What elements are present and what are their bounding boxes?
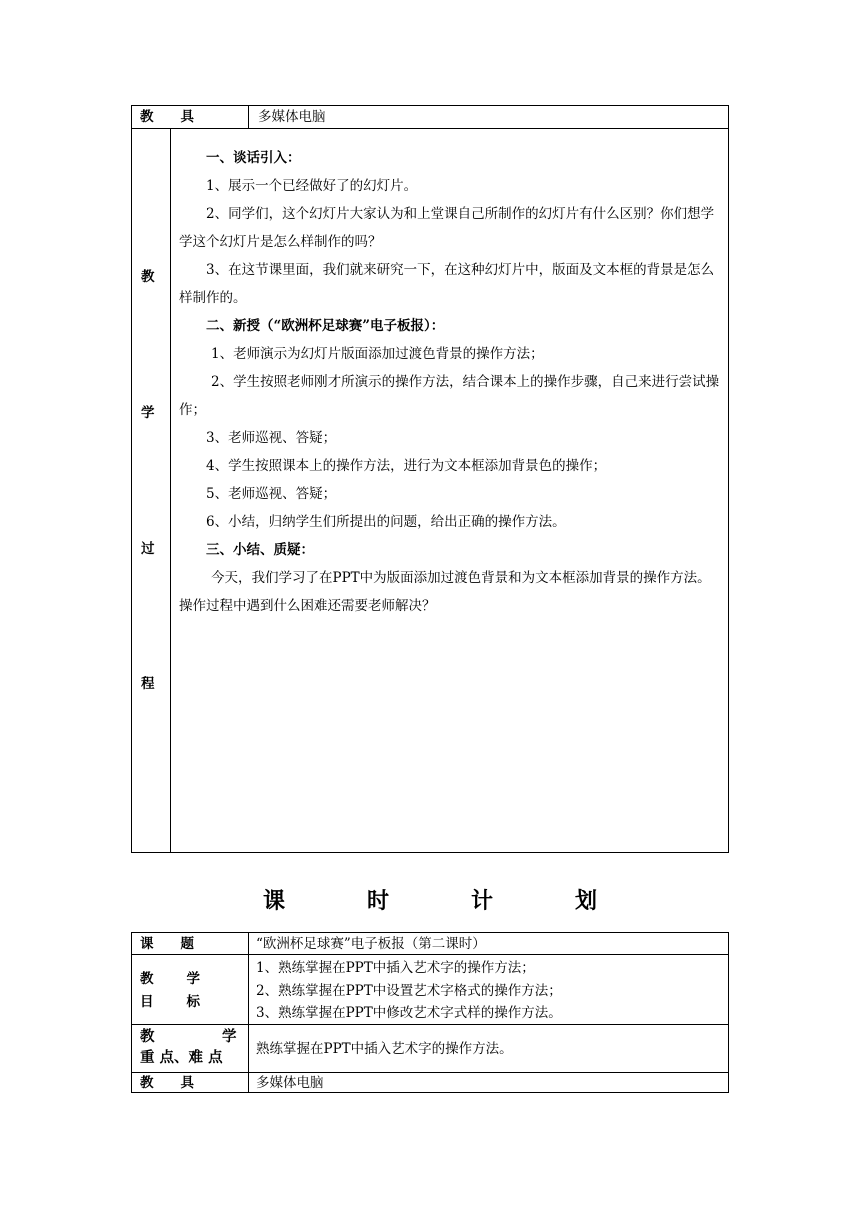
process-step: 4、学生按照课本上的操作方法，进行为文本框添加背景色的操作； bbox=[206, 458, 607, 474]
key-label-line2: 重 点、难 点 bbox=[140, 1049, 223, 1066]
process-label-char-2: 学 bbox=[141, 405, 155, 421]
process-step: 1、展示一个已经做好了的幻灯片。 bbox=[206, 178, 418, 194]
goal-item-2: 2、熟练掌握在PPT中设置艺术字格式的操作方法； bbox=[256, 983, 562, 999]
table2-row-divider-1 bbox=[131, 954, 729, 955]
process-step: 3、在这节课里面，我们就来研究一下，在这种幻灯片中，版面及文本框的背景是怎么样制作的。 bbox=[179, 262, 715, 306]
process-step: 6、小结，归纳学生们所提出的问题，给出正确的操作方法。 bbox=[206, 514, 566, 530]
process-step: 1、老师演示为幻灯片版面添加过渡色背景的操作方法； bbox=[211, 346, 544, 362]
table1-tools-divider bbox=[248, 105, 249, 128]
process-body bbox=[179, 144, 722, 620]
process-step: 今天，我们学习了在PPT中为版面添加过渡色背景和为文本框添加背景的操作方法。操作过程中遇到什么困难还需要老师解决？ bbox=[179, 570, 711, 614]
process-step: 5、老师巡视、答疑； bbox=[206, 486, 337, 502]
tools2-value: 多媒体电脑 bbox=[256, 1075, 324, 1091]
process-step: 3、老师巡视、答疑； bbox=[206, 430, 337, 446]
topic-label: 课 题 bbox=[140, 936, 194, 952]
table1-process-divider bbox=[170, 128, 171, 853]
process-step: 2、同学们，这个幻灯片大家认为和上堂课自己所制作的幻灯片有什么区别？你们想学学这个幻灯片是怎么样制作的吗？ bbox=[179, 206, 715, 250]
tools-label: 教 具 bbox=[140, 109, 194, 125]
process-label-char-3: 过 bbox=[141, 541, 155, 557]
table2-row-divider-3 bbox=[131, 1072, 729, 1073]
section-heading: 三、小结、质疑： bbox=[206, 542, 314, 558]
tools2-label: 教 具 bbox=[140, 1075, 194, 1091]
key-label-line1: 教 学 bbox=[140, 1028, 243, 1045]
process-step: 2、学生按照老师刚才所演示的操作方法，结合课本上的操作步骤，自己来进行尝试操作； bbox=[179, 374, 720, 418]
goal-item-1: 1、熟练掌握在PPT中插入艺术字的操作方法； bbox=[256, 960, 535, 976]
topic-value: “欧洲杯足球赛”电子板报（第二课时） bbox=[256, 936, 486, 952]
process-label-char-4: 程 bbox=[141, 676, 155, 692]
section-heading: 一、谈话引入： bbox=[206, 150, 301, 166]
goals-label-line1: 教 学 bbox=[140, 971, 202, 987]
goals-label-line2: 目 标 bbox=[140, 994, 202, 1010]
table2-row-divider-2 bbox=[131, 1024, 729, 1025]
table2-label-divider bbox=[248, 932, 249, 1093]
page-title: 课 时 计 划 bbox=[262, 888, 627, 914]
process-label-char-1: 教 bbox=[141, 269, 155, 285]
section-heading: 二、新授（“欧洲杯足球赛”电子板报）： bbox=[206, 318, 445, 334]
goal-item-3: 3、熟练掌握在PPT中修改艺术字式样的操作方法。 bbox=[256, 1005, 562, 1021]
tools-value: 多媒体电脑 bbox=[258, 109, 326, 125]
key-value: 熟练掌握在PPT中插入艺术字的操作方法。 bbox=[256, 1041, 513, 1057]
table1-row-divider bbox=[131, 128, 729, 129]
